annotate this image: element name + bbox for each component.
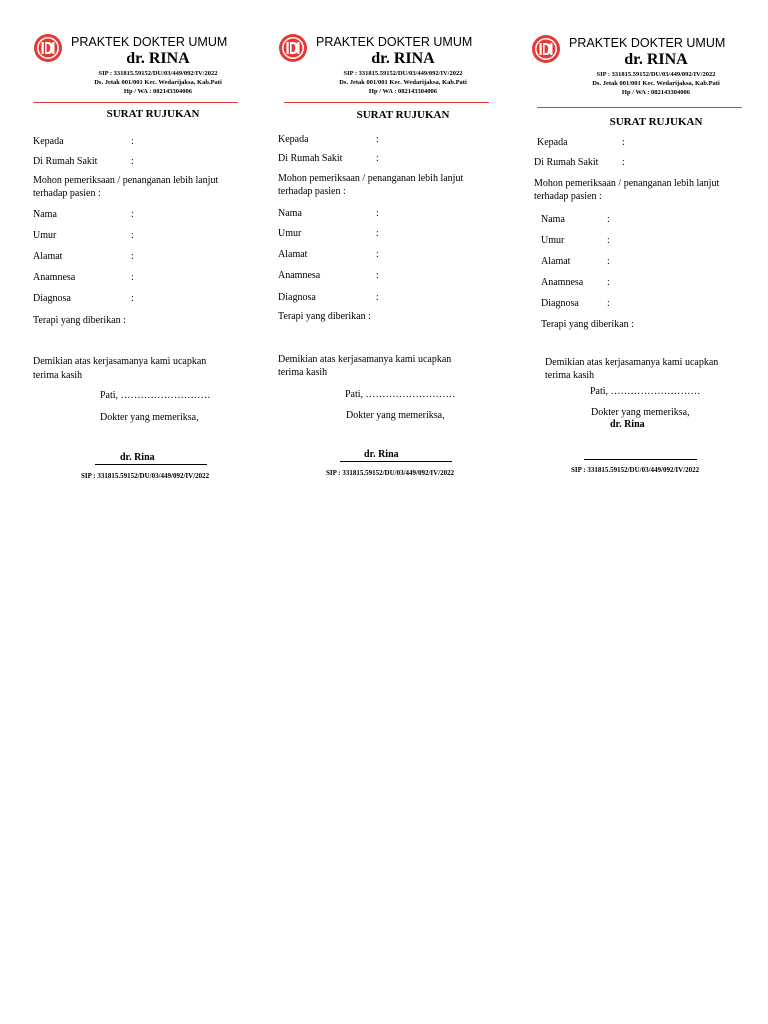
sip-number: SIP : 331815.59152/DU/03/449/092/IV/2022 (343, 70, 463, 77)
kepada-label: Kepada (537, 137, 568, 148)
address: Ds. Jetak 001/001 Kec. Wedarijaksa, Kab.Pati (592, 80, 720, 87)
practice-name: PRAKTEK DOKTER UMUM (569, 36, 726, 50)
anamnesa-colon: : (376, 270, 379, 281)
rumah-sakit-colon: : (376, 153, 379, 164)
sip-number: SIP : 331815.59152/DU/03/449/092/IV/2022 (596, 71, 716, 78)
contact: Hp / WA : 082143304006 (368, 88, 438, 95)
kepada-colon: : (131, 136, 134, 147)
umur-colon: : (376, 228, 379, 239)
address: Ds. Jetak 001/001 Kec. Wedarijaksa, Kab.Pati (94, 79, 222, 86)
doctor-name: dr. RINA (371, 50, 435, 67)
rumah-sakit-label: Di Rumah Sakit (534, 157, 599, 168)
referral-form-1 (33, 0, 263, 500)
alamat-label: Alamat (541, 256, 571, 267)
kepada-label: Kepada (33, 136, 64, 147)
nama-colon: : (131, 209, 134, 220)
diagnosa-label: Diagnosa (278, 292, 316, 303)
letterhead (33, 31, 263, 103)
rumah-sakit-colon: : (131, 156, 134, 167)
nama-label: Nama (541, 214, 565, 225)
signature-name: dr. Rina (610, 419, 645, 430)
closing-line-1: Demikian atas kerjasamanya kami ucapkan (278, 354, 452, 365)
referral-form-2 (278, 0, 508, 500)
request-line-1: Mohon pemeriksaan / penanganan lebih lanjut (534, 178, 720, 189)
place-date: Pati, ……………………… (345, 389, 456, 400)
examiner-label: Dokter yang memeriksa, (591, 407, 690, 418)
header-divider (537, 107, 742, 108)
diagnosa-colon: : (131, 293, 134, 304)
alamat-colon: : (131, 251, 134, 262)
closing-line-2: terima kasih (545, 370, 595, 381)
signature-sip: SIP : 331815.59152/DU/03/449/092/IV/2022 (81, 472, 210, 480)
umur-label: Umur (33, 230, 57, 241)
nama-label: Nama (33, 209, 57, 220)
sip-number: SIP : 331815.59152/DU/03/449/092/IV/2022 (98, 70, 218, 77)
examiner-label: Dokter yang memeriksa, (100, 412, 199, 423)
signature-sip: SIP : 331815.59152/DU/03/449/092/IV/2022 (326, 469, 455, 477)
anamnesa-label: Anamnesa (541, 277, 584, 288)
umur-label: Umur (541, 235, 565, 246)
form-title: SURAT RUJUKAN (356, 109, 450, 121)
form-title: SURAT RUJUKAN (609, 116, 703, 128)
anamnesa-colon: : (131, 272, 134, 283)
umur-colon: : (131, 230, 134, 241)
rumah-sakit-colon: : (622, 157, 625, 168)
examiner-label: Dokter yang memeriksa, (346, 410, 445, 421)
practice-name: PRAKTEK DOKTER UMUM (316, 35, 473, 49)
nama-colon: : (376, 208, 379, 219)
alamat-label: Alamat (33, 251, 63, 262)
contact: Hp / WA : 082143304006 (123, 88, 193, 95)
place-date: Pati, ……………………… (590, 386, 701, 397)
umur-label: Umur (278, 228, 302, 239)
diagnosa-colon: : (376, 292, 379, 303)
closing-line-1: Demikian atas kerjasamanya kami ucapkan (33, 356, 207, 367)
nama-label: Nama (278, 208, 302, 219)
kepada-colon: : (376, 134, 379, 145)
signature-name: dr. Rina (120, 452, 155, 463)
request-line-2: terhadap pasien : (278, 186, 346, 197)
terapi-label: Terapi yang diberikan : (541, 319, 634, 330)
rumah-sakit-label: Di Rumah Sakit (278, 153, 343, 164)
form-title: SURAT RUJUKAN (106, 108, 200, 120)
terapi-label: Terapi yang diberikan : (33, 315, 126, 326)
kepada-colon: : (622, 137, 625, 148)
doctor-name: dr. RINA (624, 51, 688, 68)
umur-colon: : (607, 235, 610, 246)
contact: Hp / WA : 082143304006 (621, 89, 691, 96)
doctor-name: dr. RINA (126, 50, 190, 67)
header-divider (284, 102, 489, 103)
anamnesa-label: Anamnesa (33, 272, 76, 283)
header-divider (33, 102, 238, 103)
request-line-1: Mohon pemeriksaan / penanganan lebih lanjut (278, 173, 464, 184)
anamnesa-label: Anamnesa (278, 270, 321, 281)
letterhead (278, 31, 508, 103)
alamat-colon: : (607, 256, 610, 267)
request-line-1: Mohon pemeriksaan / penanganan lebih lanjut (33, 175, 219, 186)
signature-name: dr. Rina (364, 449, 399, 460)
diagnosa-label: Diagnosa (33, 293, 71, 304)
closing-line-2: terima kasih (278, 367, 328, 378)
request-line-2: terhadap pasien : (534, 191, 602, 202)
anamnesa-colon: : (607, 277, 610, 288)
referral-form-3 (531, 0, 761, 500)
place-date: Pati, ……………………… (100, 390, 211, 401)
alamat-colon: : (376, 249, 379, 260)
signature-sip: SIP : 331815.59152/DU/03/449/092/IV/2022 (571, 466, 700, 474)
terapi-label: Terapi yang diberikan : (278, 311, 371, 322)
closing-line-1: Demikian atas kerjasamanya kami ucapkan (545, 357, 719, 368)
signature-line (95, 464, 207, 465)
request-line-2: terhadap pasien : (33, 188, 101, 199)
rumah-sakit-label: Di Rumah Sakit (33, 156, 98, 167)
signature-line (340, 461, 452, 462)
diagnosa-colon: : (607, 298, 610, 309)
address: Ds. Jetak 001/001 Kec. Wedarijaksa, Kab.Pati (339, 79, 467, 86)
diagnosa-label: Diagnosa (541, 298, 579, 309)
closing-line-2: terima kasih (33, 370, 83, 381)
alamat-label: Alamat (278, 249, 308, 260)
practice-name: PRAKTEK DOKTER UMUM (71, 35, 228, 49)
letterhead (531, 32, 761, 104)
kepada-label: Kepada (278, 134, 309, 145)
nama-colon: : (607, 214, 610, 225)
signature-line (584, 459, 697, 460)
